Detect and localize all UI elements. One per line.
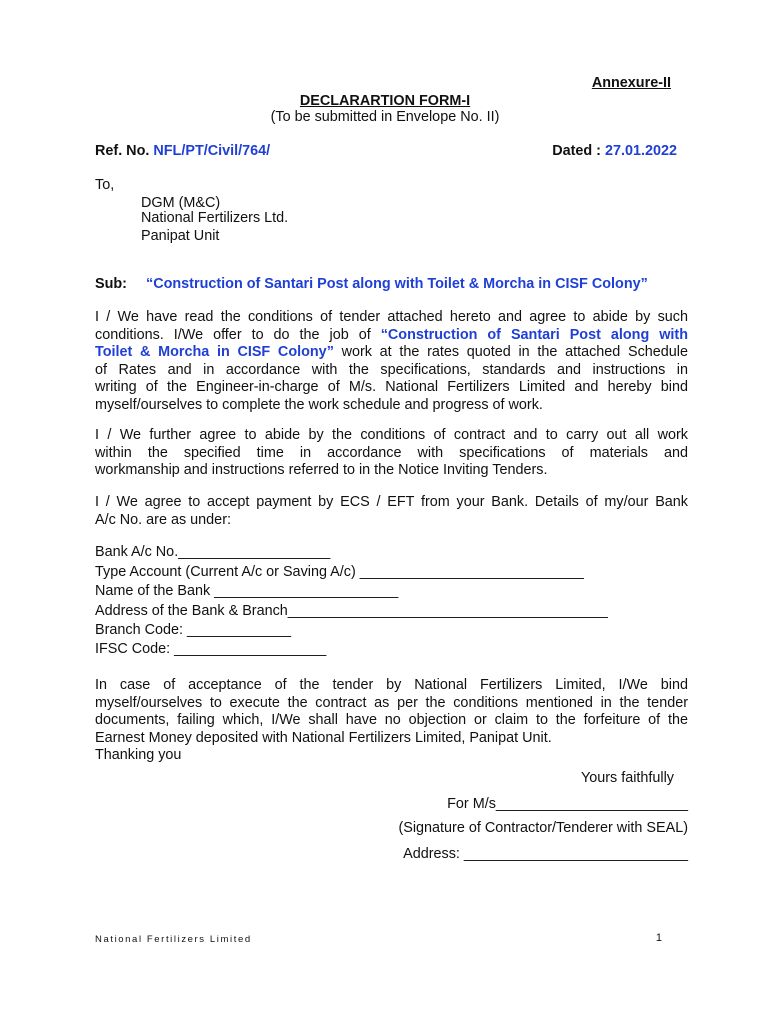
para1-line-1: I / We have read the conditions of tender attached hereto and agree to abide by such [95,309,688,325]
para3-line-1: I / We agree to accept payment by ECS / EFT from your Bank. Details of my/our Bank [95,494,688,510]
bank-name-field: Name of the Bank _______________________ [95,583,399,599]
page-number: 1 [655,932,662,944]
para1-line-4: of Rates and in accordance with the specifications, standards and instructions in [95,361,688,378]
para1-line-2-text: conditions. I/We offer to do the job of [95,326,381,343]
address-line-3: Panipat Unit [141,228,220,244]
reference-value: NFL/PT/Civil/764/ [153,143,271,159]
para1-line-3 [95,344,688,362]
bank-account-number-field: Bank A/c No.___________________ [95,544,331,560]
address-line-2: National Fertilizers Ltd. [141,210,289,226]
contractor-address-field: Address: ____________________________ [403,846,688,862]
reference-label: Ref. No. [95,143,154,159]
annexure-label: Annexure-II [591,75,671,91]
date-value: 27.01.2022 [604,143,677,159]
para2-line-2: within the specified time in accordance with specifications of materials and [95,444,688,461]
address-to: To, [95,177,115,193]
para1-line-5: writing of the Engineer-in-charge of M/s. National Fertilizers Limited and hereby bind [95,379,688,396]
subject-text: “Construction of Santari Post along with Toilet & Morcha in CISF Colony” [146,276,648,292]
yours-faithfully: Yours faithfully [580,770,674,786]
account-type-field: Type Account (Current A/c or Saving A/c) ____________________________ [95,564,584,580]
ifsc-code-field: IFSC Code: ___________________ [95,641,327,657]
reference-number [95,143,270,159]
para1-line-3-text: work at the rates quoted in the attached Schedule [333,344,688,361]
thanking-line: Thanking you [95,747,182,764]
form-subtitle: (To be submitted in Envelope No. II) [270,109,500,125]
paragraph-agreement [95,427,688,480]
para3-line-2: A/c No. are as under: [95,511,231,528]
paragraph-acceptance [95,677,688,765]
bank-address-field: Address of the Bank & Branch________________________________________ [95,603,608,619]
address-line-1: DGM (M&C) [141,195,221,211]
footer-organization: National Fertilizers Limited [95,934,252,945]
subject-label: Sub: [95,276,127,292]
paragraph-offer [95,309,688,415]
para2-line-1: I / We further agree to abide by the conditions of contract and to carry out all work [95,427,688,443]
para4-line-3: documents, failing which, I/We shall have no objection or claim to the forfeiture of the [95,712,688,729]
branch-code-field: Branch Code: _____________ [95,622,292,638]
signature-line: (Signature of Contractor/Tenderer with SEAL) [398,820,688,836]
paragraph-payment [95,494,688,529]
para1-work-title-part-1: “Construction of Santari Post along with [380,326,688,343]
para4-line-1: In case of acceptance of the tender by National Fertilizers Limited, I/We bind [95,677,688,693]
for-ms-field: For M/s________________________ [447,796,688,812]
form-title: DECLARARTION FORM-I [299,93,471,109]
para1-line-6: myself/ourselves to complete the work schedule and progress of work. [95,396,543,413]
para4-line-4: Earnest Money deposited with National Fertilizers Limited, Panipat Unit. [95,729,552,746]
document-date [552,143,677,159]
para4-line-2: myself/ourselves to execute the contract as per the conditions mentioned in the tender [95,694,688,711]
para1-line-2 [95,327,688,345]
para2-line-3: workmanship and instructions referred to in the Notice Inviting Tenders. [95,462,548,479]
para1-work-title-part-2: Toilet & Morcha in CISF Colony” [95,344,334,361]
date-label: Dated : [552,143,605,159]
